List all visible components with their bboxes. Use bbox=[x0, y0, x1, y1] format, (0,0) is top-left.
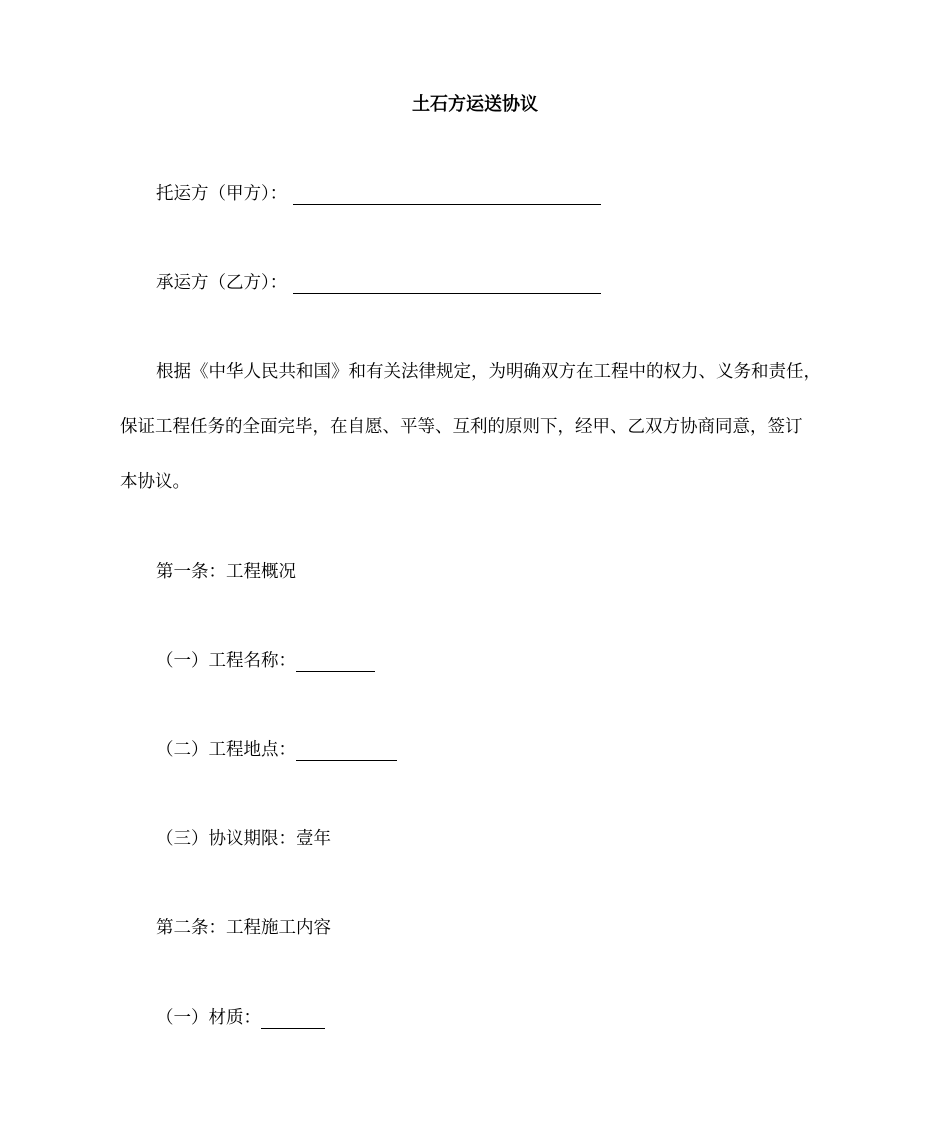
article-2-heading: 第二条：工程施工内容 bbox=[156, 918, 331, 938]
material-blank[interactable] bbox=[261, 1010, 325, 1029]
preamble-line-1: 根据《中华人民共和国》和有关法律规定，为明确双方在工程中的权力、义务和责任， bbox=[156, 362, 821, 382]
article-2-item-1 bbox=[156, 1006, 325, 1030]
article-1-item-1 bbox=[156, 649, 375, 673]
party-a-blank[interactable] bbox=[293, 186, 601, 205]
preamble-line-2: 保证工程任务的全面完毕，在自愿、平等、互利的原则下，经甲、乙双方协商同意，签订 bbox=[120, 417, 803, 437]
party-b-blank[interactable] bbox=[293, 275, 601, 294]
project-name-blank[interactable] bbox=[296, 653, 375, 672]
article-1-heading: 第一条：工程概况 bbox=[156, 562, 296, 582]
project-location-label: （二）工程地点： bbox=[156, 740, 296, 760]
article-1-item-2 bbox=[156, 738, 397, 762]
project-location-blank[interactable] bbox=[296, 742, 397, 761]
project-name-label: （一）工程名称： bbox=[156, 651, 296, 671]
party-a-label: 托运方（甲方）： bbox=[156, 184, 288, 204]
material-label: （一）材质： bbox=[156, 1008, 261, 1028]
preamble-line-3: 本协议。 bbox=[120, 472, 190, 492]
document-title: 土石方运送协议 bbox=[412, 94, 538, 115]
party-b-label: 承运方（乙方）： bbox=[156, 273, 288, 293]
party-a-line bbox=[156, 182, 601, 206]
article-1-item-3: （三）协议期限：壹年 bbox=[156, 829, 331, 849]
party-b-line bbox=[156, 271, 601, 295]
